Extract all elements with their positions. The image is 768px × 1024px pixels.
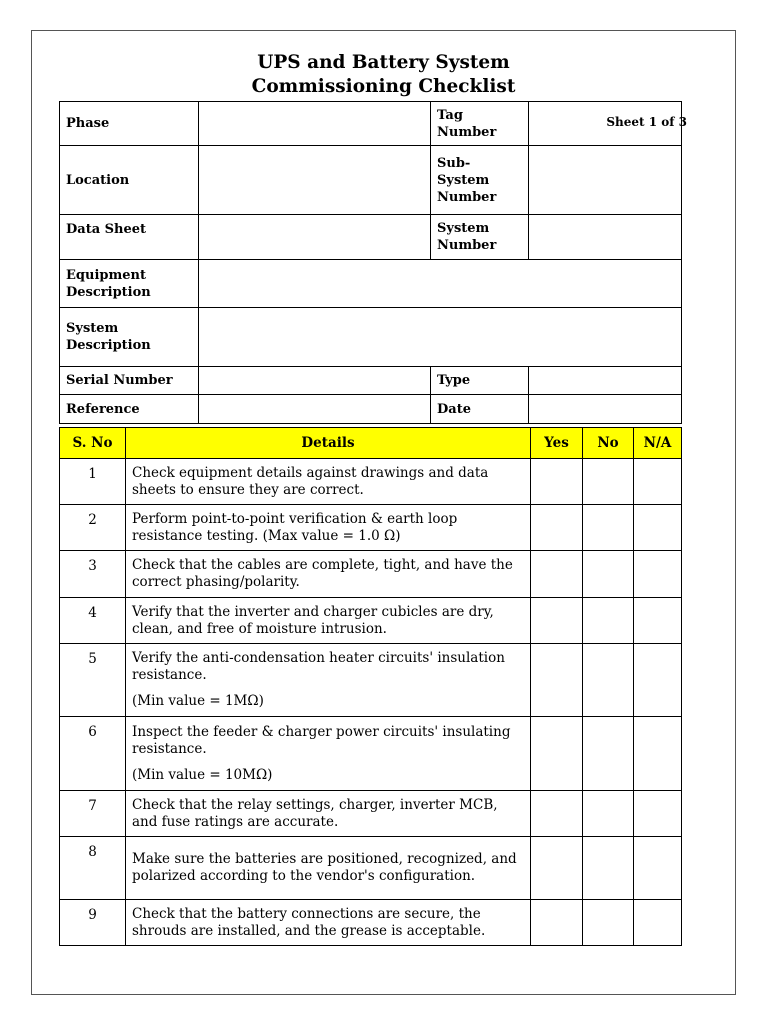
- yes-checkbox-cell[interactable]: [531, 644, 583, 717]
- row-number: 1: [60, 459, 126, 505]
- checklist-table: [59, 427, 682, 946]
- location-label: Location: [60, 146, 199, 215]
- na-checkbox-cell[interactable]: [634, 837, 682, 900]
- equipment-description-value-cell[interactable]: [199, 260, 682, 308]
- no-checkbox-cell[interactable]: [583, 900, 634, 946]
- no-header: No: [583, 428, 634, 459]
- checklist-header-row: [60, 428, 682, 459]
- row-text: Check that the battery connections are secure, the shrouds are installed, and the grease is acceptable.: [132, 905, 486, 939]
- na-header: N/A: [634, 428, 682, 459]
- data-sheet-label: Data Sheet: [60, 215, 199, 260]
- row-number: 9: [60, 900, 126, 946]
- row-text: Inspect the feeder & charger power circuits' insulating resistance.: [132, 723, 511, 757]
- yes-checkbox-cell[interactable]: [531, 791, 583, 837]
- subsystem-number-value-cell[interactable]: [529, 146, 682, 215]
- no-checkbox-cell[interactable]: [583, 791, 634, 837]
- row-details: [126, 459, 531, 505]
- no-checkbox-cell[interactable]: [583, 505, 634, 551]
- phase-value-cell[interactable]: [199, 102, 431, 146]
- yes-checkbox-cell[interactable]: [531, 717, 583, 791]
- row-text: Make sure the batteries are positioned, recognized, and polarized according to the vendor's configuration.: [132, 851, 517, 884]
- title-line-2: Commissioning Checklist: [251, 76, 516, 97]
- subsystem-number-label: Sub-System Number: [431, 146, 529, 215]
- na-checkbox-cell[interactable]: [634, 551, 682, 598]
- row-details: [126, 791, 531, 837]
- equipment-description-label: Equipment Description: [60, 260, 199, 308]
- table-row: [60, 837, 682, 900]
- location-value-cell[interactable]: [199, 146, 431, 215]
- na-checkbox-cell[interactable]: [634, 791, 682, 837]
- tag-number-value-cell[interactable]: [529, 102, 682, 146]
- yes-checkbox-cell[interactable]: [531, 551, 583, 598]
- row-details: [126, 551, 531, 598]
- system-number-value-cell[interactable]: [529, 215, 682, 260]
- row-details: [126, 900, 531, 946]
- yes-checkbox-cell[interactable]: [531, 505, 583, 551]
- system-number-label: System Number: [431, 215, 529, 260]
- reference-value-cell[interactable]: [199, 395, 431, 424]
- no-checkbox-cell[interactable]: [583, 644, 634, 717]
- tag-number-label: Tag Number: [431, 102, 529, 146]
- row-number: 3: [60, 551, 126, 598]
- row-text: Verify the anti-condensation heater circuits' insulation resistance.: [132, 650, 505, 683]
- date-value-cell[interactable]: [529, 395, 682, 424]
- row-note: (Min value = 10MΩ): [132, 766, 273, 783]
- no-checkbox-cell[interactable]: [583, 598, 634, 644]
- title-line-1: UPS and Battery System: [257, 52, 510, 73]
- na-checkbox-cell[interactable]: [634, 598, 682, 644]
- phase-label: Phase: [60, 102, 199, 146]
- table-row: [60, 717, 682, 791]
- row-number: 6: [60, 717, 126, 791]
- row-number: 4: [60, 598, 126, 644]
- type-label: Type: [431, 367, 529, 395]
- no-checkbox-cell[interactable]: [583, 551, 634, 598]
- row-text: Perform point-to-point verification & earth loop resistance testing. (Max value = 1.0 Ω): [132, 510, 458, 544]
- row-note: (Min value = 1MΩ): [132, 693, 264, 709]
- document-title: [32, 51, 735, 99]
- na-checkbox-cell[interactable]: [634, 717, 682, 791]
- row-details: [126, 717, 531, 791]
- type-value-cell[interactable]: [529, 367, 682, 395]
- table-row: [60, 505, 682, 551]
- na-checkbox-cell[interactable]: [634, 459, 682, 505]
- reference-label: Reference: [60, 395, 199, 424]
- na-checkbox-cell[interactable]: [634, 900, 682, 946]
- row-number: 2: [60, 505, 126, 551]
- table-row: [60, 791, 682, 837]
- info-table: [59, 101, 682, 424]
- date-label: Date: [431, 395, 529, 424]
- row-text: Verify that the inverter and charger cubicles are dry, clean, and free of moisture intrusion.: [132, 603, 494, 637]
- serial-number-label: Serial Number: [60, 367, 199, 395]
- row-details: [126, 644, 531, 717]
- yes-checkbox-cell[interactable]: [531, 598, 583, 644]
- row-details: [126, 598, 531, 644]
- yes-checkbox-cell[interactable]: [531, 459, 583, 505]
- table-row: [60, 900, 682, 946]
- yes-checkbox-cell[interactable]: [531, 837, 583, 900]
- table-row: [60, 551, 682, 598]
- details-header: Details: [126, 428, 531, 459]
- sheet-number: Sheet 1 of 3: [606, 115, 687, 129]
- yes-checkbox-cell[interactable]: [531, 900, 583, 946]
- na-checkbox-cell[interactable]: [634, 505, 682, 551]
- row-number: 8: [60, 837, 126, 900]
- no-checkbox-cell[interactable]: [583, 717, 634, 791]
- row-number: 7: [60, 791, 126, 837]
- table-row: [60, 459, 682, 505]
- data-sheet-value-cell[interactable]: [199, 215, 431, 260]
- table-row: [60, 598, 682, 644]
- no-checkbox-cell[interactable]: [583, 837, 634, 900]
- row-text: Check that the cables are complete, tight, and have the correct phasing/polarity.: [132, 557, 513, 590]
- system-description-label: System Description: [60, 308, 199, 367]
- no-checkbox-cell[interactable]: [583, 459, 634, 505]
- serial-number-value-cell[interactable]: [199, 367, 431, 395]
- table-row: [60, 644, 682, 717]
- yes-header: Yes: [531, 428, 583, 459]
- system-description-value-cell[interactable]: [199, 308, 682, 367]
- sno-header: S. No: [60, 428, 126, 459]
- row-text: Check that the relay settings, charger, inverter MCB, and fuse ratings are accurate.: [132, 796, 498, 830]
- row-text: Check equipment details against drawings and data sheets to ensure they are correct.: [132, 464, 489, 498]
- row-details: [126, 505, 531, 551]
- na-checkbox-cell[interactable]: [634, 644, 682, 717]
- row-number: 5: [60, 644, 126, 717]
- row-details: [126, 837, 531, 900]
